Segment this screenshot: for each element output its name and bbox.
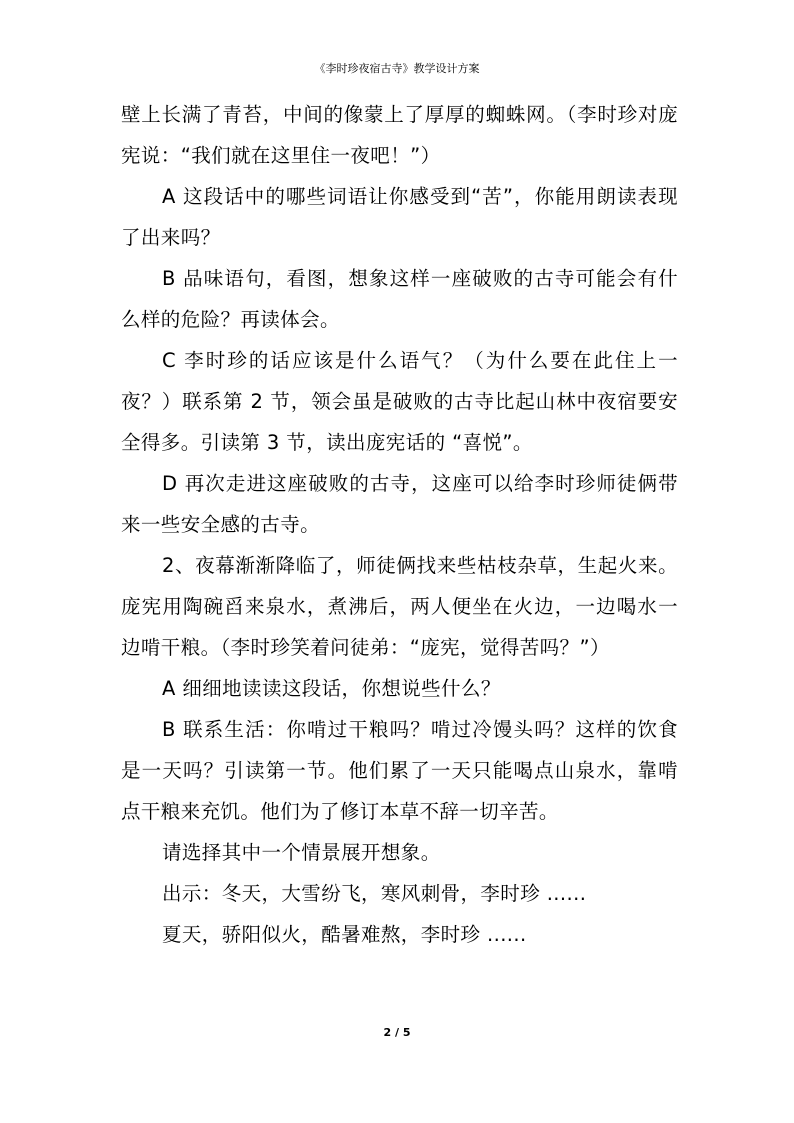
document-body bbox=[121, 94, 678, 955]
paragraph: A 这段话中的哪些词语让你感受到“苦”，你能用朗读表现了出来吗？ bbox=[121, 185, 678, 249]
paragraph: C 李时珍的话应该是什么语气？（为什么要在此住上一夜？）联系第 2 节，领会虽是破败的古寺比起山林中夜宿要安全得多。引读第 3 节，读出庞宪话的 “喜悦”。 bbox=[121, 349, 678, 454]
paragraph: B 品味语句，看图，想象这样一座破败的古寺可能会有什么样的危险？再读体会。 bbox=[121, 267, 678, 331]
paragraph: D 再次走进这座破败的古寺，这座可以给李时珍师徒俩带来一些安全感的古寺。 bbox=[121, 472, 678, 536]
paragraph: 出示：冬天，大雪纷飞，寒风刺骨，李时珍 ...... bbox=[162, 882, 587, 905]
document-title: 《李时珍夜宿古寺》教学设计方案 bbox=[314, 62, 480, 75]
paragraph: B 联系生活：你啃过干粮吗？啃过冷馒头吗？这样的饮食是一天吗？引读第一节。他们累了一天只能喝点山泉水，靠啃点干粮来充饥。他们为了修订本草不辞一切辛苦。 bbox=[121, 718, 678, 823]
paragraph: 壁上长满了青苔，中间的像蒙上了厚厚的蜘蛛网。（李时珍对庞宪说：“我们就在这里住一夜吧！”） bbox=[121, 103, 678, 167]
page-footer bbox=[0, 1025, 794, 1041]
paragraph: 2、夜幕渐渐降临了，师徒俩找来些枯枝杂草，生起火来。庞宪用陶碗舀来泉水，煮沸后，两人便坐在火边，一边喝水一边啃干粮。（李时珍笑着问徒弟：“庞宪，觉得苦吗？”） bbox=[121, 554, 678, 659]
paragraph: 请选择其中一个情景展开想象。 bbox=[162, 841, 441, 864]
paragraph: A 细细地读读这段话，你想说些什么？ bbox=[162, 677, 501, 700]
document-header bbox=[0, 61, 794, 77]
page-number: 2 / 5 bbox=[383, 1026, 411, 1039]
paragraph: 夏天，骄阳似火，酷暑难熬，李时珍 ...... bbox=[162, 923, 527, 946]
